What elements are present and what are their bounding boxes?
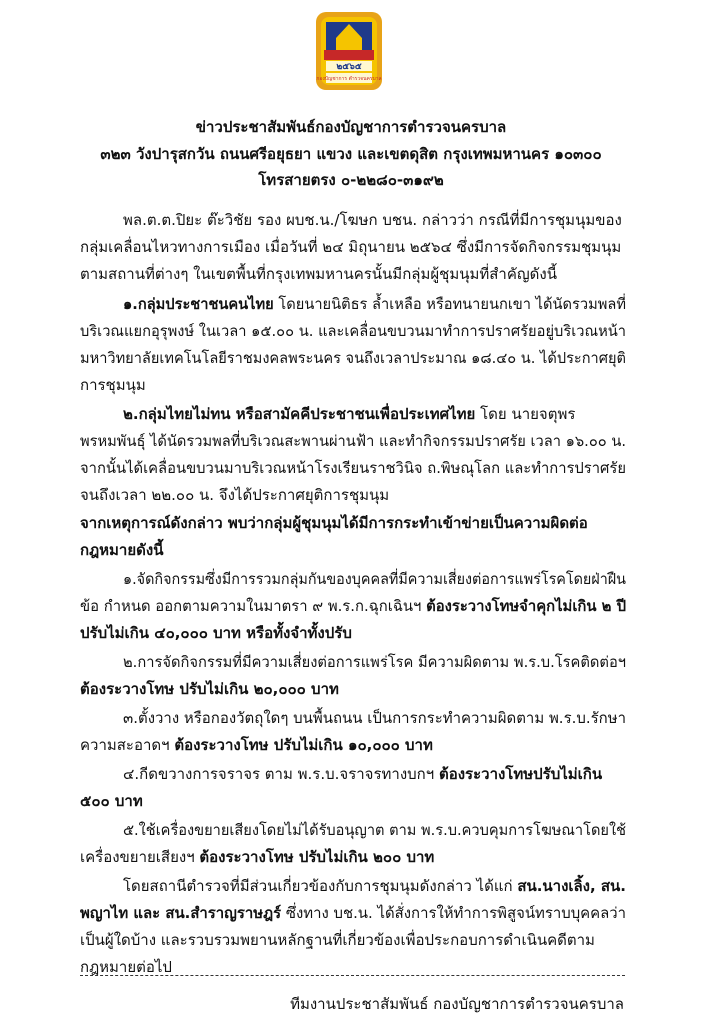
offense-4-line: ๔.กีดขวางการจราจร ตาม พ.ร.บ.จราจรทางบกฯ ต้องระวางโทษปรับไม่เกิน bbox=[123, 765, 603, 783]
offense-2-line: ๒.การจัดกิจกรรมที่มีความเสี่ยงต่อการแพร่โรค มีความผิดตาม พ.ร.บ.โรคติดต่อฯ bbox=[123, 653, 626, 671]
offense-4-penalty: ๕๐๐ บาท bbox=[80, 792, 143, 810]
press-phone: โทรสายตรง ๐-๒๒๘๐-๓๑๙๒ bbox=[258, 171, 444, 189]
police-emblem-icon bbox=[306, 8, 392, 94]
group2-line: ๒.กลุ่มไทยไม่ทน หรือสามัคคีประชาชนเพื่อประเทศไทย โดย นายจตุพร bbox=[123, 405, 576, 423]
offense-1-line: ๑.จัดกิจกรรมซึ่งมีการรวมกลุ่มกันของบุคคลที่มีความเสี่ยงต่อการแพร่โรคโดยฝ่าฝืน bbox=[123, 570, 626, 588]
offense-5-line: ๕.ใช้เครื่องขยายเสียงโดยไม่ได้รับอนุญาต ตาม พ.ร.บ.ควบคุมการโฆษณาโดยใช้ bbox=[123, 821, 626, 839]
stations-line: กฎหมายต่อไป bbox=[80, 958, 172, 976]
group1-line: การชุมนุม bbox=[80, 376, 146, 394]
stations-line: พญาไท และ สน.สำราญราษฎร์ ซึ่งทาง บช.น. ได้สั่งการให้ทำการพิสูจน์ทราบบุคคลว่า bbox=[80, 904, 626, 922]
conclusion-line: จากเหตุการณ์ดังกล่าว พบว่ากลุ่มผู้ชุมนุมได้มีการกระทำเข้าข่ายเป็นความผิดต่อ bbox=[80, 514, 588, 532]
offense-2-penalty: ต้องระวางโทษ ปรับไม่เกิน ๒๐,๐๐๐ บาท bbox=[80, 680, 339, 698]
offense-5-line: เครื่องขยายเสียงฯ ต้องระวางโทษ ปรับไม่เกิน ๒๐๐ บาท bbox=[80, 848, 435, 866]
stations-line: โดยสถานีตำรวจที่มีส่วนเกี่ยวข้องกับการชุมนุมดังกล่าว ได้แก่ สน.นางเลิ้ง, สน. bbox=[123, 877, 626, 895]
offense-1-line: ข้อ กำหนด ออกตามความในมาตรา ๙ พ.ร.ก.ฉุกเฉินฯ ต้องระวางโทษจำคุกไม่เกิน ๒ ปี bbox=[80, 597, 626, 615]
intro-line: กลุ่มเคลื่อนไหวทางการเมือง เมื่อวันที่ ๒๔ มิถุนายน ๒๕๖๔ ซึ่งมีการจัดกิจกรรมชุมนุม bbox=[80, 238, 622, 256]
group1-line: มหาวิทยาลัยเทคโนโลยีราชมงคลพระนคร จนถึงเวลาประมาณ ๑๘.๔๐ น. ได้ประกาศยุติ bbox=[80, 349, 626, 367]
offense-3-line: ความสะอาดฯ ต้องระวางโทษ ปรับไม่เกิน ๑๐,๐๐๐ บาท bbox=[80, 736, 433, 754]
stations-line: เป็นผู้ใดบ้าง และรวบรวมพยานหลักฐานที่เกี่ยวข้องเพื่อประกอบการดำเนินคดีตาม bbox=[80, 931, 595, 949]
offense-3-line: ๓.ตั้งวาง หรือกองวัตถุใดๆ บนพื้นถนน เป็นการกระทำความผิดตาม พ.ร.บ.รักษา bbox=[123, 709, 626, 727]
group1-heading: ๑.กลุ่มประชาชนคนไทย bbox=[123, 295, 274, 313]
intro-line: พล.ต.ต.ปิยะ ต๊ะวิชัย รอง ผบช.น./โฆษก บชน. กล่าวว่า กรณีที่มีการชุมนุมของ bbox=[123, 211, 622, 229]
group2-line: จนถึงเวลา ๒๒.๐๐ น. จึงได้ประกาศยุติการชุมนุม bbox=[80, 486, 390, 504]
intro-line: ตามสถานที่ต่างๆ ในเขตพื้นที่กรุงเทพมหานครนั้นมีกลุ่มผู้ชุมนุมที่สำคัญดังนี้ bbox=[80, 265, 557, 283]
logo-year-text: ๒๕๖๕ bbox=[336, 62, 362, 72]
group1-line: บริเวณแยกอุรุพงษ์ ในเวลา ๑๕.๐๐ น. และเคลื่อนขบวนมาทำการปราศรัยอยู่บริเวณหน้า bbox=[80, 322, 626, 340]
group2-line: พรหมพันธุ์ ได้นัดรวมพลที่บริเวณสะพานผ่านฟ้า และทำกิจกรรมปราศรัย เวลา ๑๖.๐๐ น. bbox=[80, 432, 626, 450]
press-address: ๓๒๓ วังปารุสกวัน ถนนศรีอยุธยา แขวง และเขตดุสิต กรุงเทพมหานคร ๑๐๓๐๐ bbox=[100, 145, 602, 163]
footer-credit: ทีมงานประชาสัมพันธ์ กองบัญชาการตำรวจนครบาล bbox=[290, 995, 624, 1013]
conclusion-line: กฎหมายดังนี้ bbox=[80, 541, 164, 559]
offense-1-penalty: ปรับไม่เกิน ๔๐,๐๐๐ บาท หรือทั้งจำทั้งปรับ bbox=[80, 624, 352, 642]
group2-heading: ๒.กลุ่มไทยไม่ทน หรือสามัคคีประชาชนเพื่อประเทศไทย bbox=[123, 405, 476, 423]
press-title: ข่าวประชาสัมพันธ์กองบัญชาการตำรวจนครบาล bbox=[195, 118, 507, 136]
logo-ribbon-text: กองบัญชาการ ตำรวจนครบาล bbox=[316, 76, 382, 82]
footer-divider bbox=[80, 975, 625, 976]
group1-line: ๑.กลุ่มประชาชนคนไทย โดยนายนิติธร ล้ำเหลือ หรือทนายนกเขา ได้นัดรวมพลที่ bbox=[123, 295, 626, 313]
group2-line: จากนั้นได้เคลื่อนขบวนมาบริเวณหน้าโรงเรียนราชวินิจ ถ.พิษณุโลก และทำการปราศรัย bbox=[80, 459, 626, 477]
